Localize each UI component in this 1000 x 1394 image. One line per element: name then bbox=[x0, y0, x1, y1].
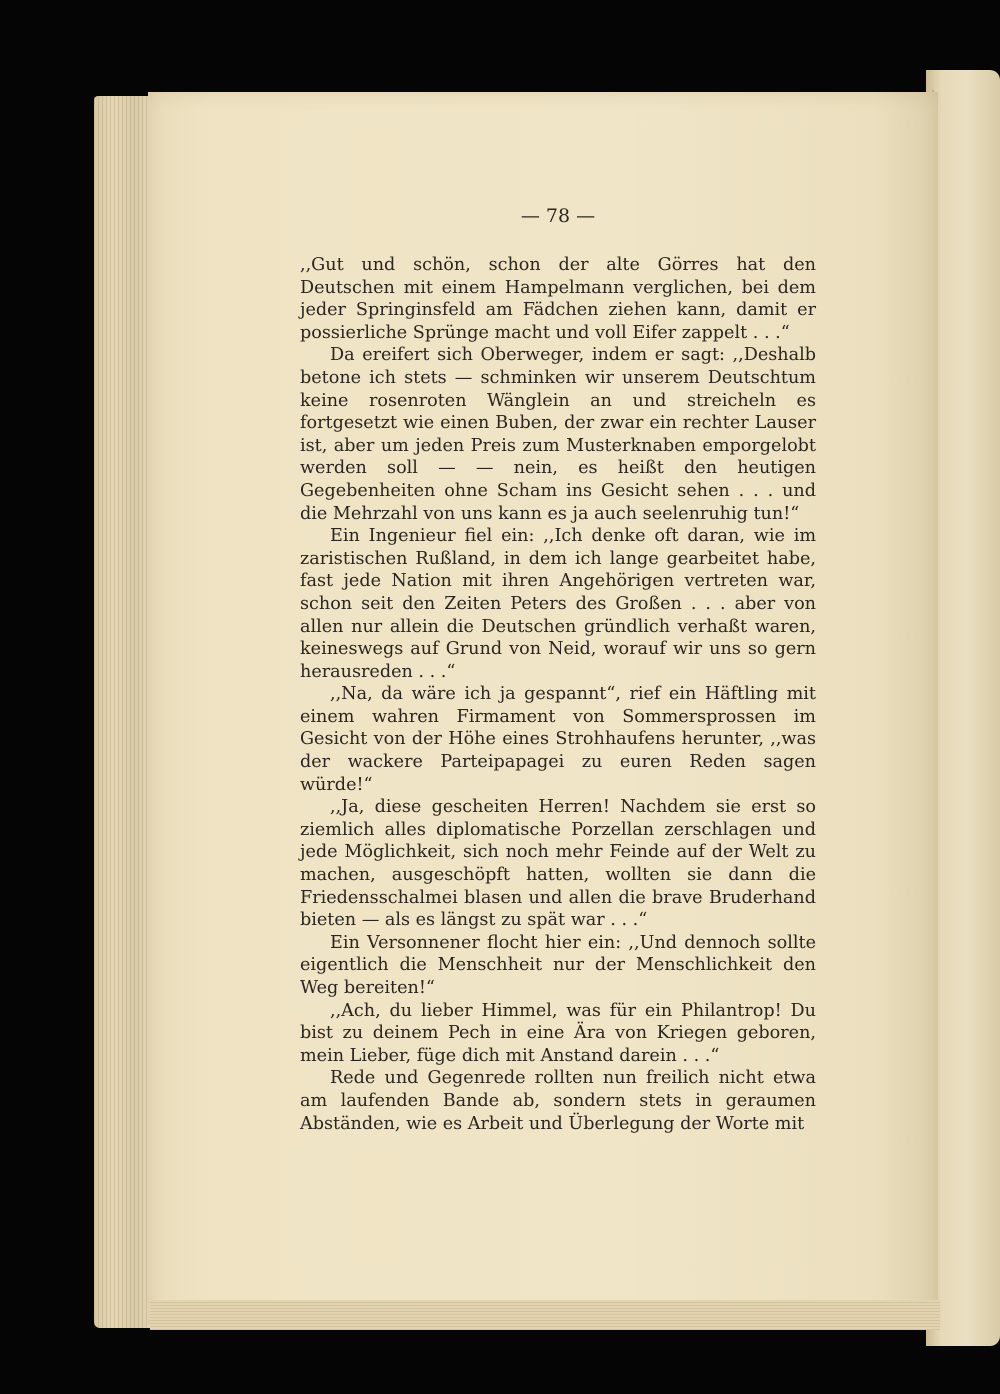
paragraph-2: Da ereifert sich Oberweger, indem er sagt: ,,Deshalb betone ich stets — schminken wir unserem Deutschtum keine rosenroten Wänglein an und streicheln es fortgesetzt wie einen Buben, der zwar ein rechter Lauser ist, aber um jeden Preis zum Musterknaben emporgelobt werden soll — — nein, es heißt den heutigen Gegebenheiten ohne Scham ins Gesicht sehen . . . und die Mehrzahl von uns kann es ja auch seelenruhig tun!“ bbox=[300, 345, 816, 524]
paragraph-8: Rede und Gegenrede rollten nun freilich nicht etwa am laufenden Bande ab, sondern stets in geraumen Abständen, wie es Arbeit und Überlegung der Worte mit bbox=[300, 1068, 816, 1134]
page-number: — 78 — bbox=[520, 205, 596, 227]
paragraph-5: ,,Ja, diese gescheiten Herren! Nachdem sie erst so ziemlich alles diplomatische Porzellan zerschlagen und jede Möglichkeit, sich noch mehr Feinde auf der Welt zu machen, ausgeschöpft hatten, wollten sie dann die Friedensschalmei blasen und allen die brave Bruderhand bieten — als es längst zu spät war . . .“ bbox=[300, 797, 816, 931]
body-text bbox=[300, 254, 816, 1135]
paragraph-1: ,,Gut und schön, schon der alte Görres hat den Deutschen mit einem Hampelmann verglichen, bei dem jeder Springinsfeld am Fädchen ziehen kann, damit er possierliche Sprünge macht und voll Eifer zappelt . . .“ bbox=[300, 255, 816, 343]
paragraph-6: Ein Versonnener flocht hier ein: ,,Und dennoch sollte eigentlich die Menschheit nur der Menschlichkeit den Weg bereiten!“ bbox=[300, 932, 816, 998]
paragraph-3: Ein Ingenieur fiel ein: ,,Ich denke oft daran, wie im zaristischen Rußland, in dem ich lange gearbeitet habe, fast jede Nation mit ihren Angehörigen vertreten war, schon seit den Zeiten Peters des Großen . . . aber von allen nur allein die Deutschen gründlich verhaßt waren, keineswegs auf Grund von Neid, worauf wir uns so gern herausreden . . .“ bbox=[300, 526, 816, 682]
paragraph-7: ,,Ach, du lieber Himmel, was für ein Philantrop! Du bist zu deinem Pech in eine Ära von Kriegen geboren, mein Lieber, füge dich mit Anstand darein . . .“ bbox=[300, 1000, 816, 1066]
bottom-page-edges bbox=[150, 1300, 940, 1330]
paragraph-4: ,,Na, da wäre ich ja gespannt“, rief ein Häftling mit einem wahren Firmament von Sommersprossen im Gesicht von der Höhe eines Strohhaufens herunter, ,,was der wackere Parteipapagei zu euren Reden sagen würde!“ bbox=[300, 684, 816, 795]
